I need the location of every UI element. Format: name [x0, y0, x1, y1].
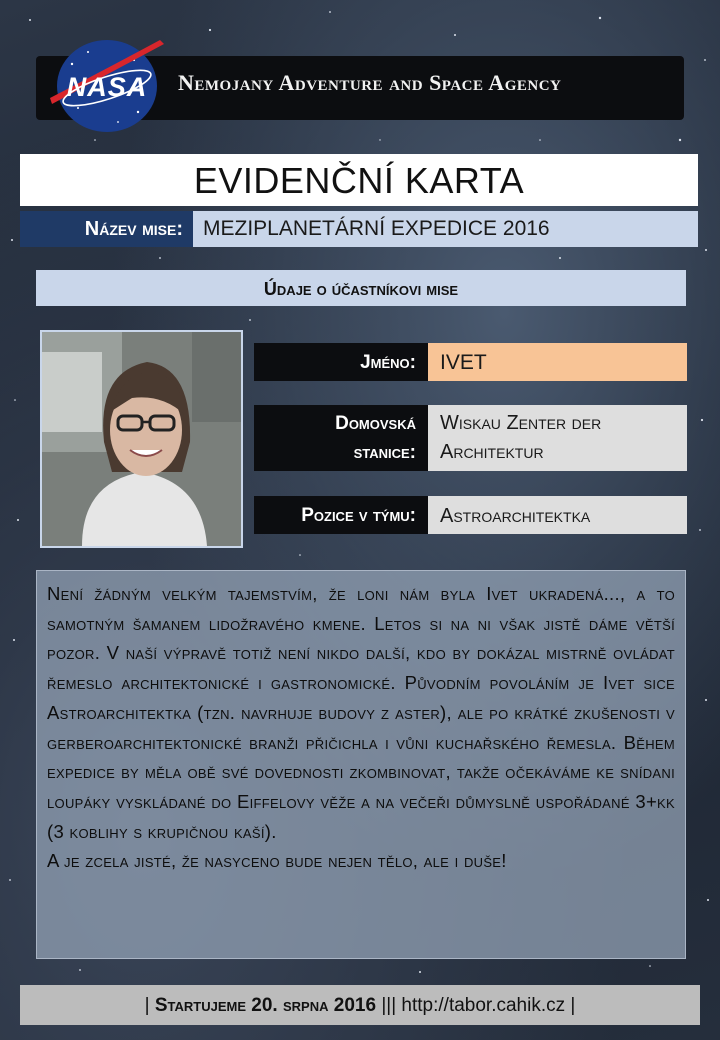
footer-separator: |||	[381, 995, 397, 1016]
participant-section-title: Údaje o účastníkovi mise	[36, 270, 686, 306]
home-station-value	[428, 405, 687, 471]
home-station-label-line2: stanice:	[353, 442, 416, 463]
name-value: IVET	[428, 343, 687, 381]
mission-name-label: Název mise:	[20, 211, 193, 247]
agency-name: Nemojany Adventure and Space Agency	[178, 70, 562, 95]
home-station-label-line1: Domovská	[335, 413, 416, 434]
participant-photo	[40, 330, 243, 548]
start-date-text: Startujeme 20. srpna 2016	[154, 995, 377, 1016]
nasa-logo-text: NASA	[66, 72, 148, 102]
home-station-label	[254, 405, 428, 471]
card-title: EVIDENČNÍ KARTA	[20, 154, 698, 206]
name-label: Jméno:	[254, 343, 428, 381]
participant-bio	[36, 570, 686, 959]
home-station-value-line2: Architektur	[440, 441, 544, 463]
team-position-value: Astroarchitektka	[428, 496, 687, 534]
footer-url-link[interactable]: http://tabor.cahik.cz	[401, 995, 566, 1016]
bio-paragraph: Není žádným velkým tajemstvím, že loni nám byla Ivet ukradená..., a to samotným šamanem lidožravého kmene. Letos si na ni však jistě dáme větší pozor. V naší výpravě totiž není nikdo další, kdo by dokázal mistrně ovládat řemeslo architektonické i gastronomické. Původním povoláním je Ivet sice Astroarchitektka (tzn. navrhuje budovy z aster), ale po krátké zkušenosti v gerberoarchitektonické branži přičichla i vůni kuchařského řemesla. Během expedice by měla obě své dovednosti zkombinovat, takže očekáváme ke snídani loupáky vyskládané do Eiffelovy věže a na večeři důmyslně uspořádané 3+kk (3 koblihy s krupičnou kaší).	[47, 583, 675, 842]
mission-name-value: MEZIPLANETÁRNÍ EXPEDICE 2016	[193, 211, 698, 247]
footer-separator: |	[570, 995, 576, 1016]
bio-closing-line: A je zcela jisté, že nasyceno bude nejen tělo, ale i duše!	[47, 850, 507, 872]
home-station-value-line1: Wiskau Zenter der	[440, 412, 602, 434]
footer-separator: |	[144, 995, 150, 1016]
team-position-label: Pozice v týmu:	[254, 496, 428, 534]
footer-bar	[20, 985, 700, 1025]
nasa-logo	[48, 34, 166, 138]
